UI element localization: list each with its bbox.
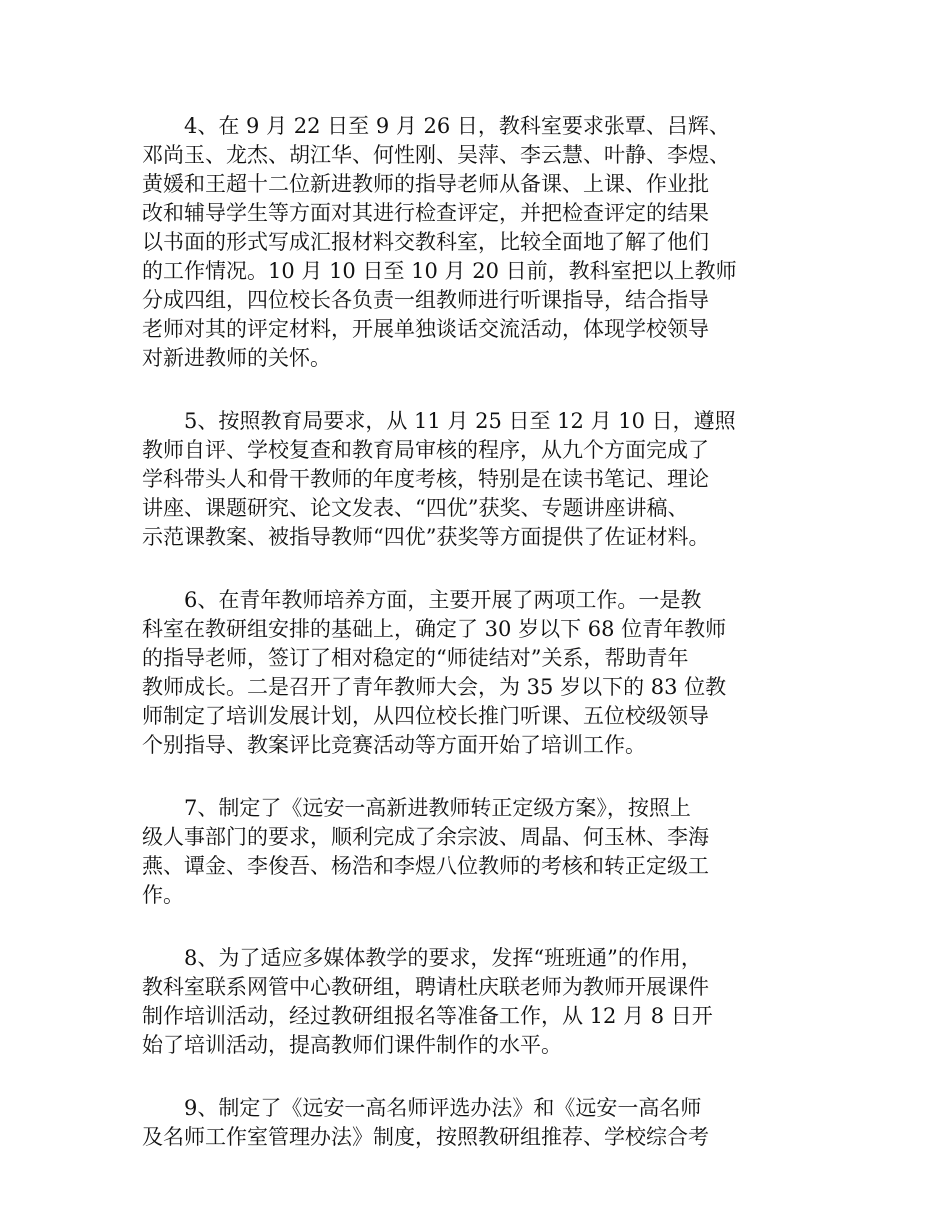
paragraph-6	[142, 586, 832, 760]
text-line: 燕、谭金、李俊吾、杨浩和李煜八位教师的考核和转正定级工	[142, 854, 709, 878]
text-line: 作。	[142, 883, 184, 907]
text-line: 教师自评、学校复查和教育局审核的程序，从九个方面完成了	[142, 438, 709, 462]
text-line: 黄媛和王超十二位新进教师的指导老师从备课、上课、作业批	[142, 172, 709, 196]
text-line: 教师成长。二是召开了青年教师大会，为 35 岁以下的 83 位教	[142, 675, 727, 699]
text-line: 的指导老师，签订了相对稳定的“师徒结对”关系，帮助青年	[142, 646, 689, 670]
text-line: 师制定了培训发展计划，从四位校长推门听课、五位校级领导	[142, 704, 709, 728]
text-line: 以书面的形式写成汇报材料交教科室，比较全面地了解了他们	[142, 230, 709, 254]
paragraph-8	[142, 944, 832, 1060]
text-line: 级人事部门的要求，顺利完成了余宗波、周晶、何玉林、李海	[142, 825, 709, 849]
text-line: 改和辅导学生等方面对其进行检查评定，并把检查评定的结果	[142, 201, 709, 225]
text-line: 制作培训活动，经过教研组报名等准备工作，从 12 月 8 日开	[142, 1004, 713, 1028]
text-line: 4、在 9 月 22 日至 9 月 26 日，教科室要求张覃、吕辉、	[184, 114, 730, 138]
text-line: 教科室联系网管中心教研组，聘请杜庆联老师为教师开展课件	[142, 975, 709, 999]
text-line: 8、为了适应多媒体教学的要求，发挥“班班通”的作用，	[184, 946, 702, 970]
paragraph-4	[142, 112, 832, 373]
text-line: 个别指导、教案评比竞赛活动等方面开始了培训工作。	[142, 733, 646, 757]
text-line: 示范课教案、被指导教师“四优”获奖等方面提供了佐证材料。	[142, 525, 710, 549]
text-line: 的工作情况。10 月 10 日至 10 月 20 日前，教科室把以上教师	[142, 259, 737, 283]
text-line: 科室在教研组安排的基础上，确定了 30 岁以下 68 位青年教师	[142, 617, 727, 641]
text-line: 对新进教师的关怀。	[142, 346, 331, 370]
paragraph-9	[142, 1094, 832, 1152]
text-line: 及名师工作室管理办法》制度，按照教研组推荐、学校综合考	[142, 1125, 709, 1149]
text-line: 6、在青年教师培养方面，主要开展了两项工作。一是教	[184, 588, 702, 612]
paragraph-5	[142, 407, 832, 552]
text-line: 9、制定了《远安一高名师评选办法》和《远安一高名师	[184, 1096, 702, 1120]
text-line: 5、按照教育局要求，从 11 月 25 日至 12 月 10 日，遵照	[184, 409, 736, 433]
text-line: 讲座、课题研究、论文发表、“四优”获奖、专题讲座讲稿、	[142, 496, 689, 520]
text-line: 学科带头人和骨干教师的年度考核，特别是在读书笔记、理论	[142, 467, 709, 491]
text-line: 7、制定了《远安一高新进教师转正定级方案》，按照上	[184, 796, 691, 820]
text-line: 始了培训活动，提高教师们课件制作的水平。	[142, 1033, 562, 1057]
text-line: 老师对其的评定材料，开展单独谈话交流活动，体现学校领导	[142, 317, 709, 341]
text-line: 分成四组，四位校长各负责一组教师进行听课指导，结合指导	[142, 288, 709, 312]
text-line: 邓尚玉、龙杰、胡江华、何性刚、吴萍、李云慧、叶静、李煜、	[142, 143, 730, 167]
document-body	[142, 112, 832, 1186]
paragraph-7	[142, 794, 832, 910]
